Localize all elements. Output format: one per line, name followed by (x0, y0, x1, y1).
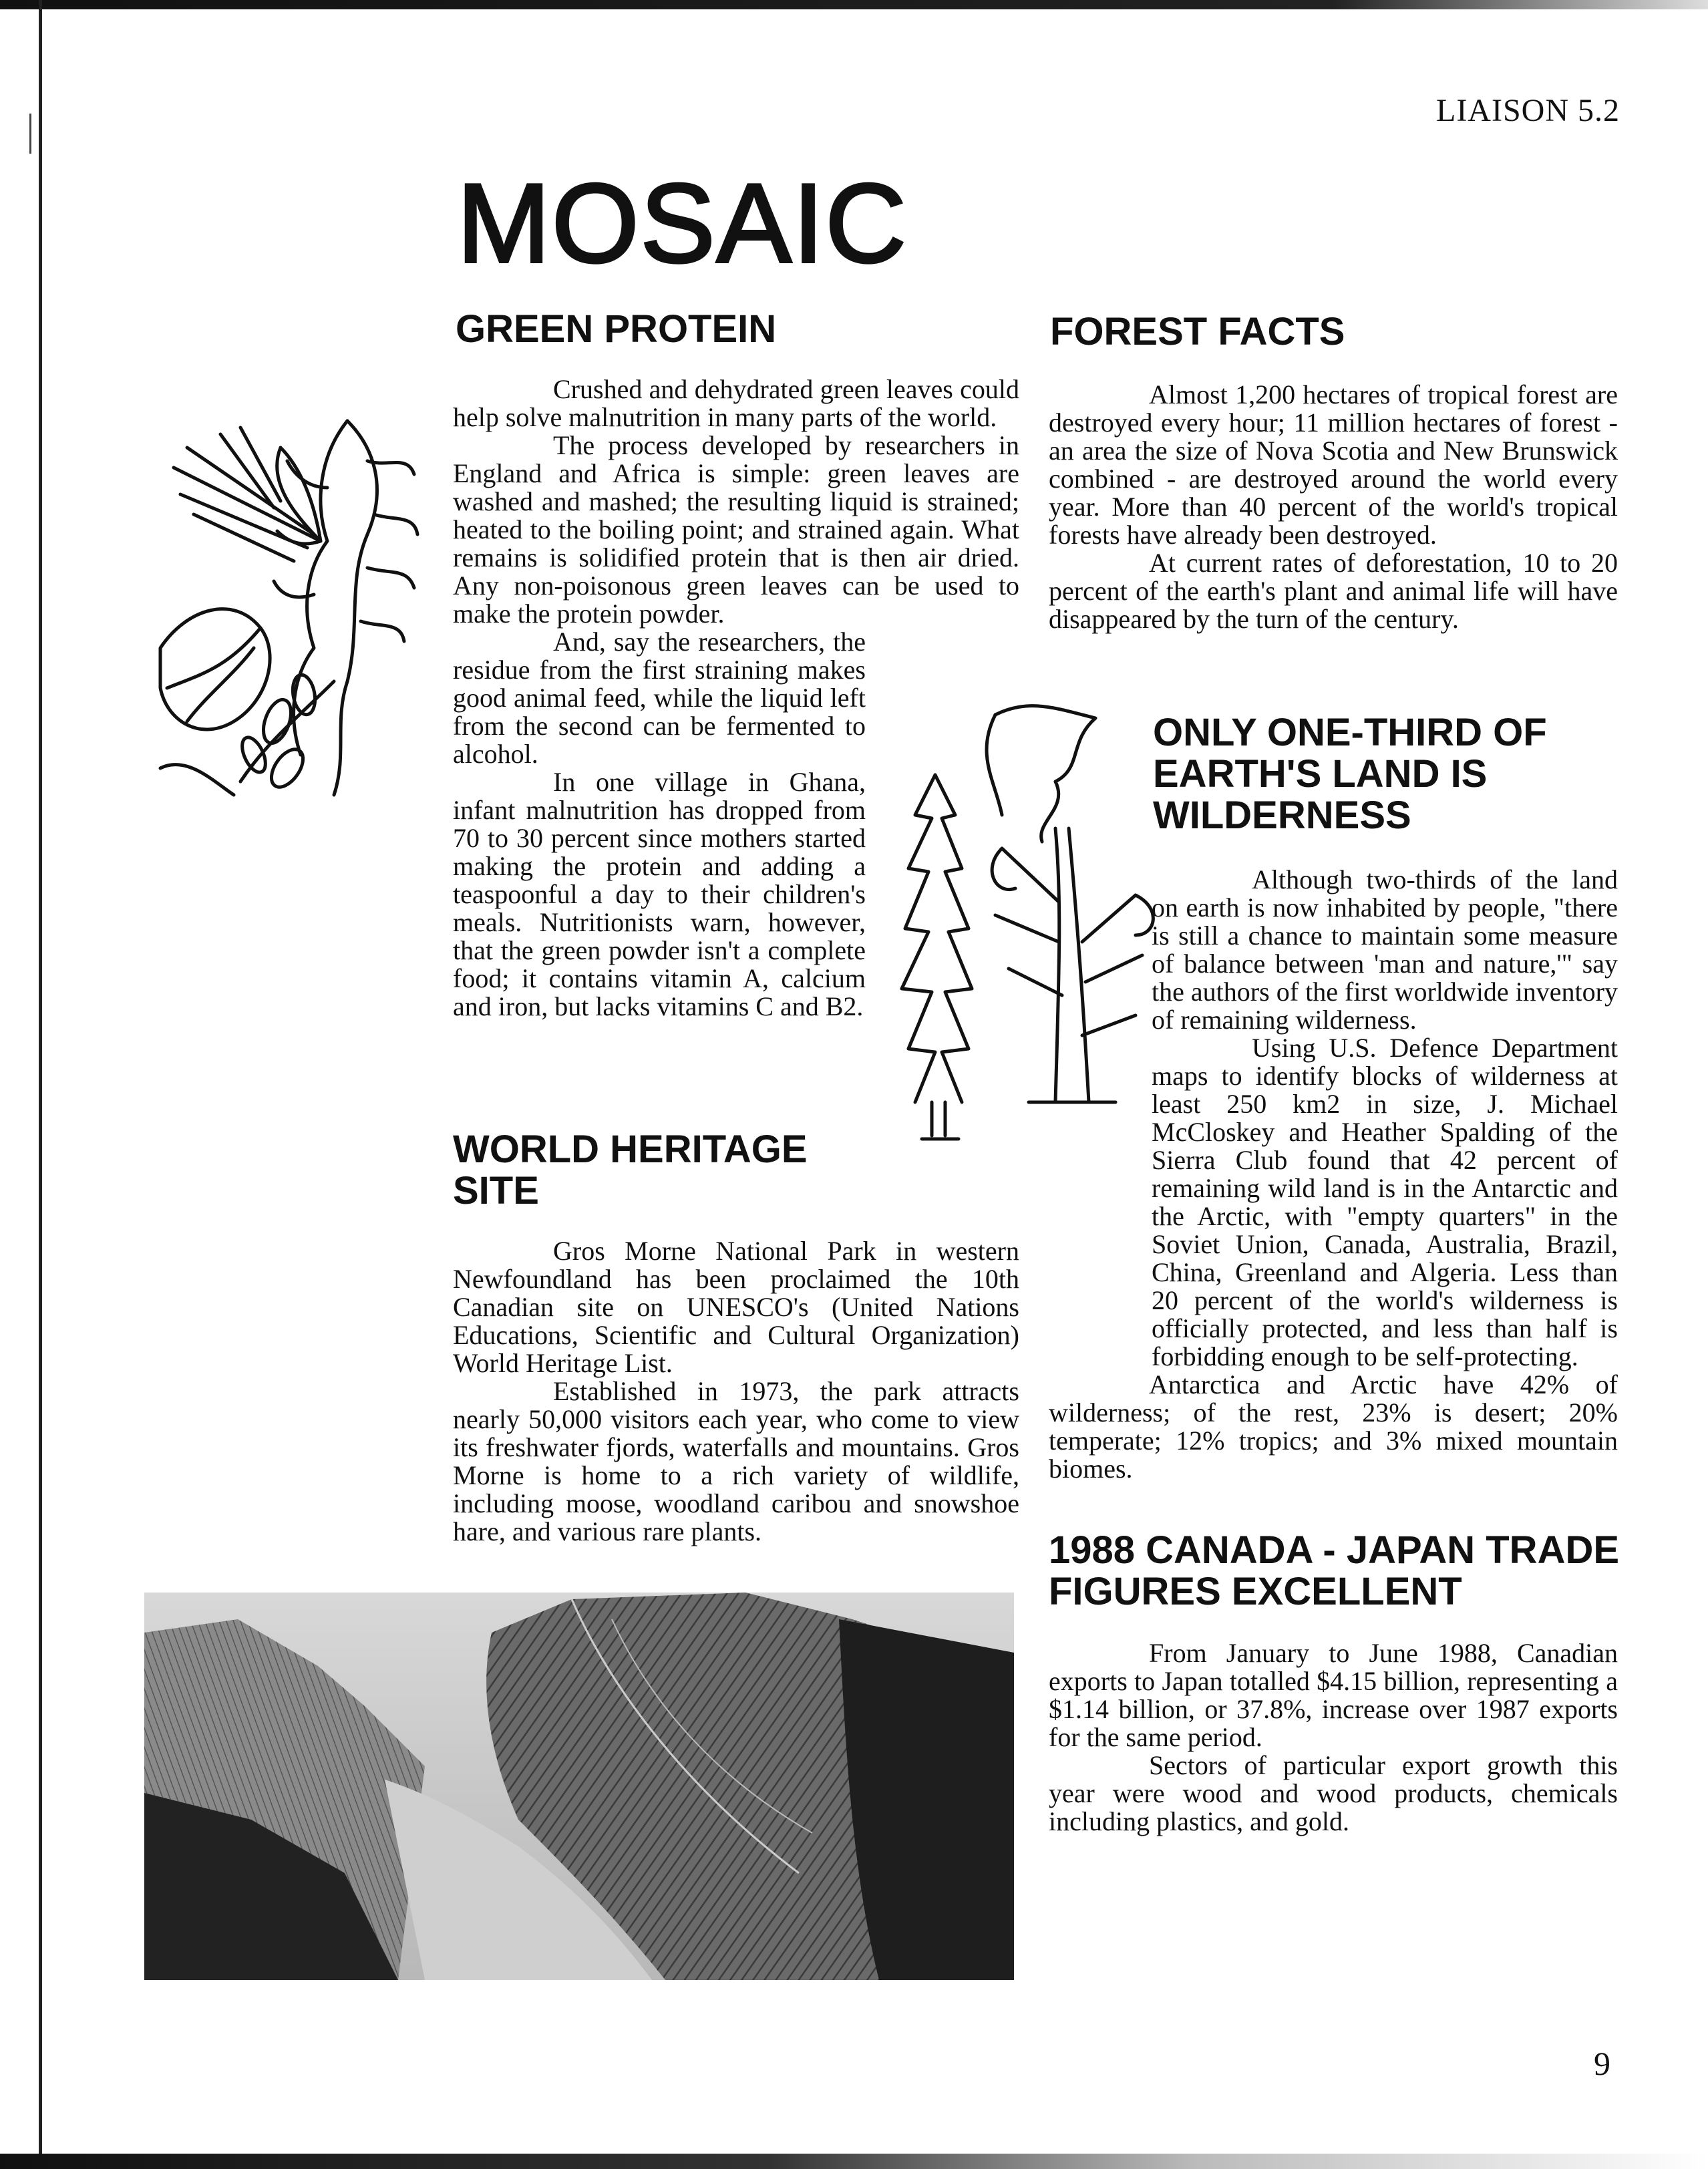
forest-facts-body (1049, 381, 1618, 633)
issue-label: LIAISON 5.2 (1436, 93, 1620, 128)
gros-morne-fjord-photo (144, 1593, 1014, 1980)
paragraph: Established in 1973, the park attracts nearly 50,000 visitors each year, who come to view its freshwater fjords, waterfalls and mountains. Gros Morne is home to a rich variety of wildlife, including moose, woodland caribou and snowshoe hare, and various rare plants. (453, 1376, 1019, 1546)
wilderness-heading: ONLY ONE-THIRD OF EARTH'S LAND IS WILDERNESS (1153, 711, 1547, 837)
paragraph: Sectors of particular export growth this year were wood and wood products, chemicals including plastics, and gold. (1049, 1750, 1618, 1836)
leaves-illustration (147, 407, 428, 808)
green-protein-heading: GREEN PROTEIN (456, 307, 777, 351)
trade-heading: 1988 CANADA - JAPAN TRADE FIGURES EXCELLENT (1049, 1528, 1620, 1613)
paragraph: Crushed and dehydrated green leaves could help solve malnutrition in many parts of the world. (453, 374, 1019, 432)
wilderness-body-upper (1152, 866, 1618, 1034)
paragraph: At current rates of deforestation, 10 to 20 percent of the earth's plant and animal life will have disappeared by the turn of the century. (1049, 548, 1618, 634)
paragraph: Using U.S. Defence Department maps to identify blocks of wilderness at least 250 km2 in size, J. Michael McCloskey and Heather Spalding of the Sierra Club found that 42 percent of remaining wild land is in the Antarctic and the Arctic, with "empty quarters" in the Soviet Union, Canada, Australia, Brazil, China, Greenland and Algeria. Less than 20 percent of the world's wilderness is officially protected, and less than half is forbidding enough to be self-protecting. (1152, 1033, 1618, 1371)
wilderness-body-lower (1049, 1034, 1618, 1483)
paragraph: And, say the researchers, the residue from the first straining makes good animal feed, while the liquid left from the second can be fermented to alcohol. (453, 627, 866, 769)
paragraph: Although two-thirds of the land on earth is now inhabited by people, "there is still a chance to maintain some measure of balance between 'man and nature,'" say the authors of the first worldwide inventory of remaining wilderness. (1152, 864, 1618, 1035)
scan-edge-top (0, 0, 1708, 9)
scan-mark-left (29, 114, 31, 154)
paragraph: Almost 1,200 hectares of tropical forest are destroyed every hour; 11 million hectares of forest - an area the size of Nova Scotia and New Brunswick combined - are destroyed around the world every year. More than 40 percent of the world's tropical forests have already been destroyed. (1049, 379, 1618, 550)
paragraph: Gros Morne National Park in western Newfoundland has been proclaimed the 10th Canadian site on UNESCO's (United Nations Educations, Scientific and Cultural Organization) World Heritage List. (453, 1236, 1019, 1378)
forest-facts-heading: FOREST FACTS (1050, 310, 1345, 353)
trade-body (1049, 1639, 1618, 1836)
page-number: 9 (1594, 2045, 1610, 2082)
scan-edge-left (39, 0, 42, 2169)
paragraph: Antarctica and Arctic have 42% of wilderness; of the rest, 23% is desert; 20% temperate; 12% tropics; and 3% mixed mountain biomes. (1049, 1369, 1618, 1484)
scan-edge-bottom (0, 2154, 1708, 2169)
world-heritage-body (453, 1237, 1019, 1546)
paragraph: From January to June 1988, Canadian exports to Japan totalled $4.15 billion, representing a $1.14 billion, or 37.8%, increase over 1987 exports for the same period. (1049, 1638, 1618, 1752)
world-heritage-heading: WORLD HERITAGE SITE (453, 1128, 808, 1212)
paragraph: In one village in Ghana, infant malnutrition has dropped from 70 to 30 percent since mothers started making the protein and adding a teaspoonful a day to their children's meals. Nutritionists warn, however, that the green powder isn't a complete food; it contains vitamin A, calcium and iron, but lacks vitamins C and B2. (453, 767, 866, 1021)
paragraph: The process developed by researchers in England and Africa is simple: green leaves are washed and mashed; the resulting liquid is strained; heated to the boiling point; and strained again. What remains is solidified protein that is then air dried. Any non-poisonous green leaves can be used to make the protein powder. (453, 430, 1019, 629)
page-title: MOSAIC (457, 160, 908, 286)
